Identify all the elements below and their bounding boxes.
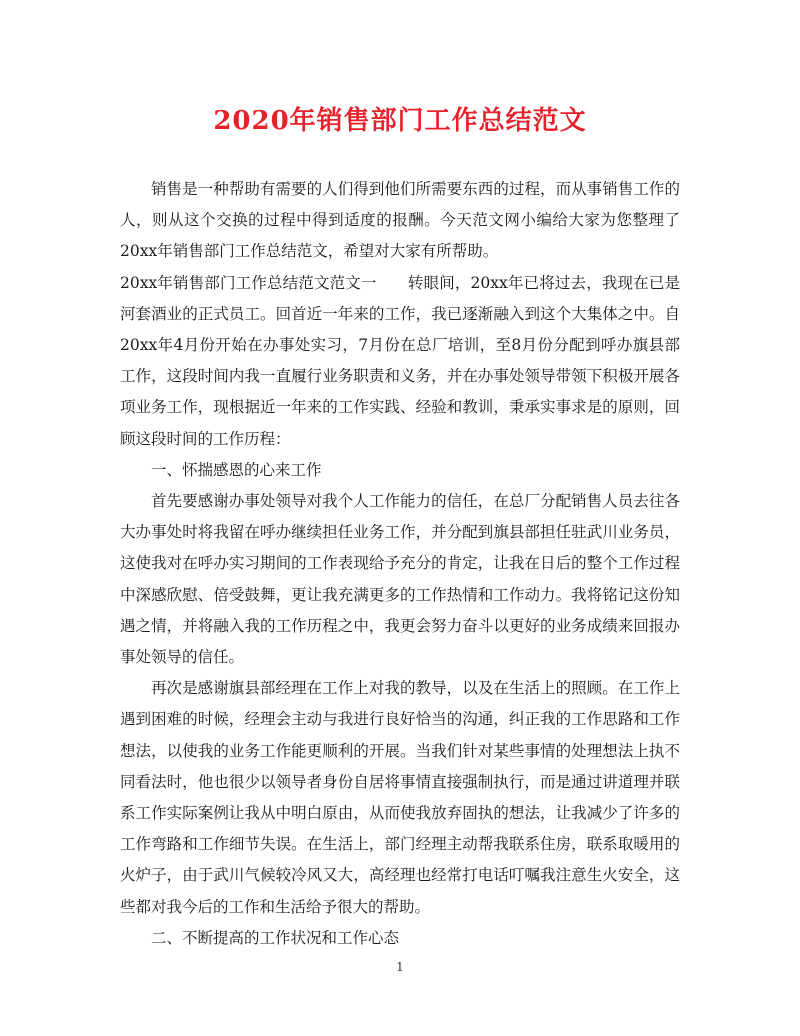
document-body <box>120 174 680 954</box>
section-heading-1: 一、怀揣感恩的心来工作 <box>151 460 322 479</box>
body-paragraph-2: 再次是感谢旗县部经理在工作上对我的教导，以及在生活上的照顾。在工作上遇到困难的时候，经理会主动与我进行良好恰当的沟通，纠正我的工作思路和工作想法，以使我的业务工作能更顺利的开展。当我们针对某些事情的处理想法上执不同看法时，他也很少以领导者身份自居将事情直接强制执行，而是通过讲道理并联系工作实际案例让我从中明白原由，从而使我放弃固执的想法，让我减少了许多的工作弯路和工作细节失误。在生活上，部门经理主动帮我联系住房，联系取暖用的火炉子，由于武川气候较冷风又大，高经理也经常打电话叮嘱我注意生火安全，这些都对我今后的工作和生活给予很大的帮助。 <box>120 679 680 916</box>
section-intro-paragraph: 20xx年销售部门工作总结范文范文一 转眼间，20xx年已将过去，我现在已是河套酒业的正式员工。回首近一年来的工作，我已逐渐融入到这个大集体之中。自20xx年4月份开始在办事处实习，7月份在总厂培训，至8月份分配到呼办旗县部工作，这段时间内我一直履行业务职责和义务，并在办事处领导带领下积极开展各项业务工作，现根据近一年来的工作实践、经验和教训，秉承实事求是的原则，回顾这段时间的工作历程： <box>120 273 680 448</box>
page-title: 2020年销售部门工作总结范文 <box>213 106 587 136</box>
page-number: 1 <box>396 960 404 974</box>
body-paragraph-1: 首先要感谢办事处领导对我个人工作能力的信任，在总厂分配销售人员去往各大办事处时将我留在呼办继续担任业务工作，并分配到旗县部担任驻武川业务员，这使我对在呼办实习期间的工作表现给予充分的肯定，让我在日后的整个工作过程中深感欣慰、倍受鼓舞，更让我充满更多的工作热情和工作动力。我将铭记这份知遇之情，并将融入我的工作历程之中，我更会努力奋斗以更好的业务成绩来回报办事处领导的信任。 <box>120 492 680 667</box>
intro-paragraph: 销售是一种帮助有需要的人们得到他们所需要东西的过程，而从事销售工作的人，则从这个交换的过程中得到适度的报酬。今天范文网小编给大家为您整理了20xx年销售部门工作总结范文，希望对大家有所帮助。 <box>120 180 680 261</box>
section-heading-2: 二、不断提高的工作状况和工作心态 <box>151 928 400 947</box>
